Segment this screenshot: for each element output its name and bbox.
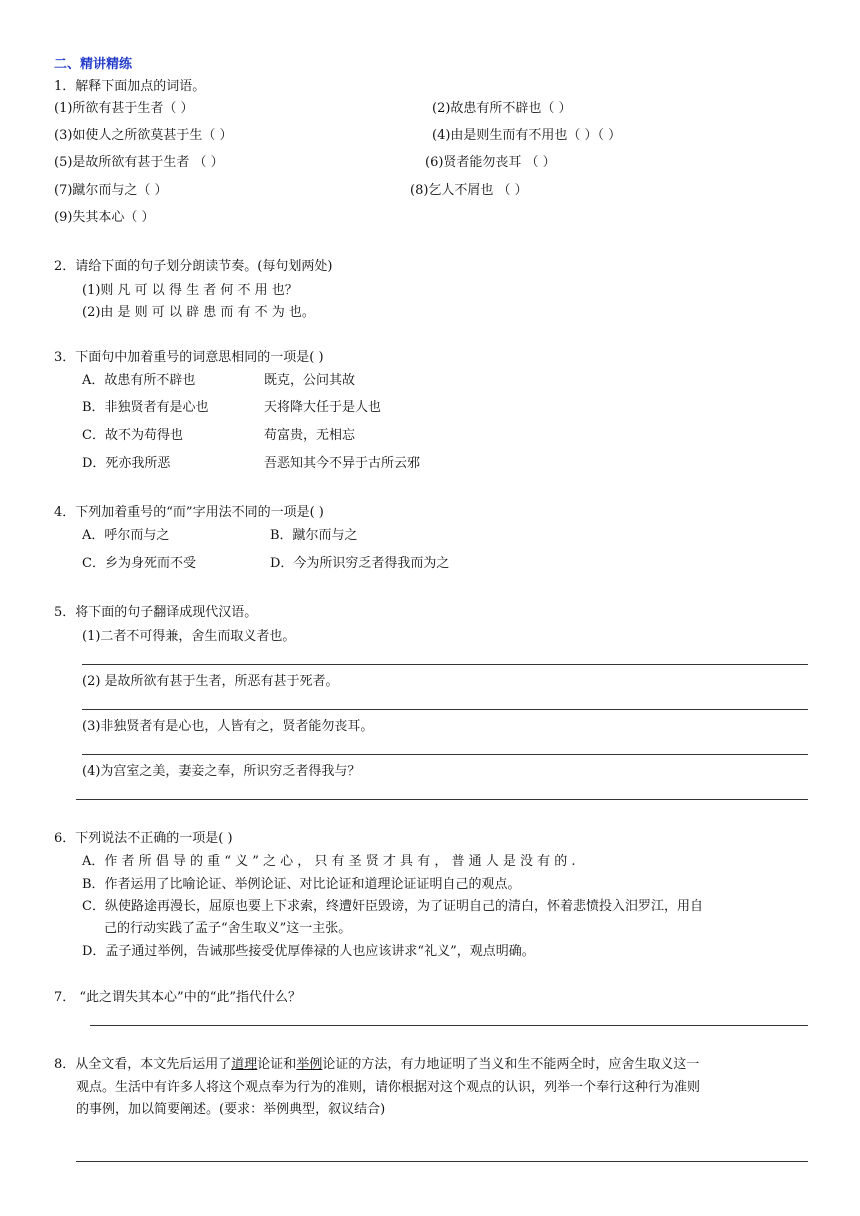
q1-item-9: (9)失其本心（ ） (54, 210, 155, 225)
q5-sentence-4: (4)为宫室之美，妻妾之奉，所识穷乏者得我与？ (82, 764, 361, 779)
q8-line-1: 8．从全文看，本文先后运用了道理论证和举例论证的方法，有力地证明了当义和生不能两全时，应舍生取义这一 (54, 1057, 700, 1072)
q1-item-3: (3)如使人之所欲莫甚于生（ ） (54, 128, 233, 143)
answer-line (76, 1161, 808, 1162)
q1-item-1: (1)所欲有甚于生者（ ） (54, 101, 194, 116)
q6-option-d: D．孟子通过举例，告诫那些接受优厚俸禄的人也应该讲求“礼义”，观点明确。 (82, 944, 535, 959)
q1-item-4: (4)由是则生而有不用也（ ）（ ） (432, 128, 622, 143)
q3-option-a-pair: 既克，公问其故 (264, 373, 356, 388)
answer-line (90, 1025, 808, 1026)
q8-line-3: 的事例，加以简要阐述。(要求：举例典型，叙议结合) (76, 1102, 386, 1117)
q3-stem: 3．下面句中加着重号的词意思相同的一项是( ) (54, 350, 324, 365)
q7-stem: 7． “此之谓失其本心”中的“此”指代什么？ (54, 990, 301, 1005)
q6-stem: 6．下列说法不正确的一项是( ) (54, 831, 233, 846)
q1-stem: 1．解释下面加点的词语。 (54, 79, 206, 94)
q1-item-2: (2)故患有所不辟也（ ） (432, 101, 572, 116)
q6-option-c-line-2: 己的行动实践了孟子“舍生取义”这一主张。 (104, 921, 352, 936)
answer-line (82, 709, 808, 710)
q4-option-a: A．呼尔而与之 (82, 528, 170, 543)
q1-item-5: (5)是故所欲有甚于生者 （ ） (54, 155, 224, 170)
q3-option-b-pair: 天将降大任于是人也 (264, 400, 382, 415)
q4-stem: 4．下列加着重号的“而”字用法不同的一项是( ) (54, 505, 324, 520)
q3-option-b: B．非独贤者有是心也 (82, 400, 209, 415)
q6-option-b: B．作者运用了比喻论证、举例论证、对比论证和道理论证证明自己的观点。 (82, 877, 521, 892)
underlined-word: 道理 (231, 1057, 258, 1072)
q4-option-b: B．蹴尔而与之 (270, 528, 358, 543)
q8-line-2: 观点。生活中有许多人将这个观点奉为行为的准则，请你根据对这个观点的认识，列举一个奉行这种行为准则 (76, 1080, 701, 1095)
answer-line (76, 799, 808, 800)
section-title: 二、精讲精练 (54, 57, 133, 72)
q3-option-a: A．故患有所不辟也 (82, 373, 196, 388)
q2-sentence-1: (1)则 凡 可 以 得 生 者 何 不 用 也？ (82, 283, 298, 298)
q2-sentence-2: (2)由 是 则 可 以 辟 患 而 有 不 为 也。 (82, 305, 315, 320)
q3-option-d: D．死亦我所恶 (82, 456, 171, 471)
q2-stem: 2．请给下面的句子划分朗读节奏。(每句划两处) (54, 259, 333, 274)
q6-option-c-line-1: C．纵使路途再漫长，屈原也要上下求索，终遭奸臣毁谤，为了证明自己的清白，怀着悲愤投入汨罗江，用自 (82, 899, 703, 914)
q1-item-6: (6)贤者能勿丧耳 （ ） (425, 155, 556, 170)
q3-option-c: C．故不为苟得也 (82, 428, 183, 443)
answer-line (82, 754, 808, 755)
q5-stem: 5．将下面的句子翻译成现代汉语。 (54, 605, 258, 620)
q6-option-a: A．作 者 所 倡 导 的 重 “ 义 ” 之 心 ， 只 有 圣 贤 才 具 有 ， 普 通 人 是 没 有 的 . (82, 854, 576, 869)
q1-item-8: (8)乞人不屑也 （ ） (410, 183, 528, 198)
q1-item-7: (7)蹴尔而与之（ ） (54, 183, 168, 198)
q4-option-d: D．今为所识穷乏者得我而为之 (270, 556, 450, 571)
q5-sentence-3: (3)非独贤者有是心也，人皆有之，贤者能勿丧耳。 (82, 719, 374, 734)
q3-option-d-pair: 吾恶知其今不异于古所云邪 (264, 456, 421, 471)
q4-option-c: C．乡为身死而不受 (82, 556, 196, 571)
q3-option-c-pair: 苟富贵，无相忘 (264, 428, 356, 443)
q5-sentence-2: (2) 是故所欲有甚于生者，所恶有甚于死者。 (82, 674, 339, 689)
underlined-word: 举例 (296, 1057, 323, 1072)
q5-sentence-1: (1)二者不可得兼，舍生而取义者也。 (82, 629, 296, 644)
answer-line (82, 664, 808, 665)
